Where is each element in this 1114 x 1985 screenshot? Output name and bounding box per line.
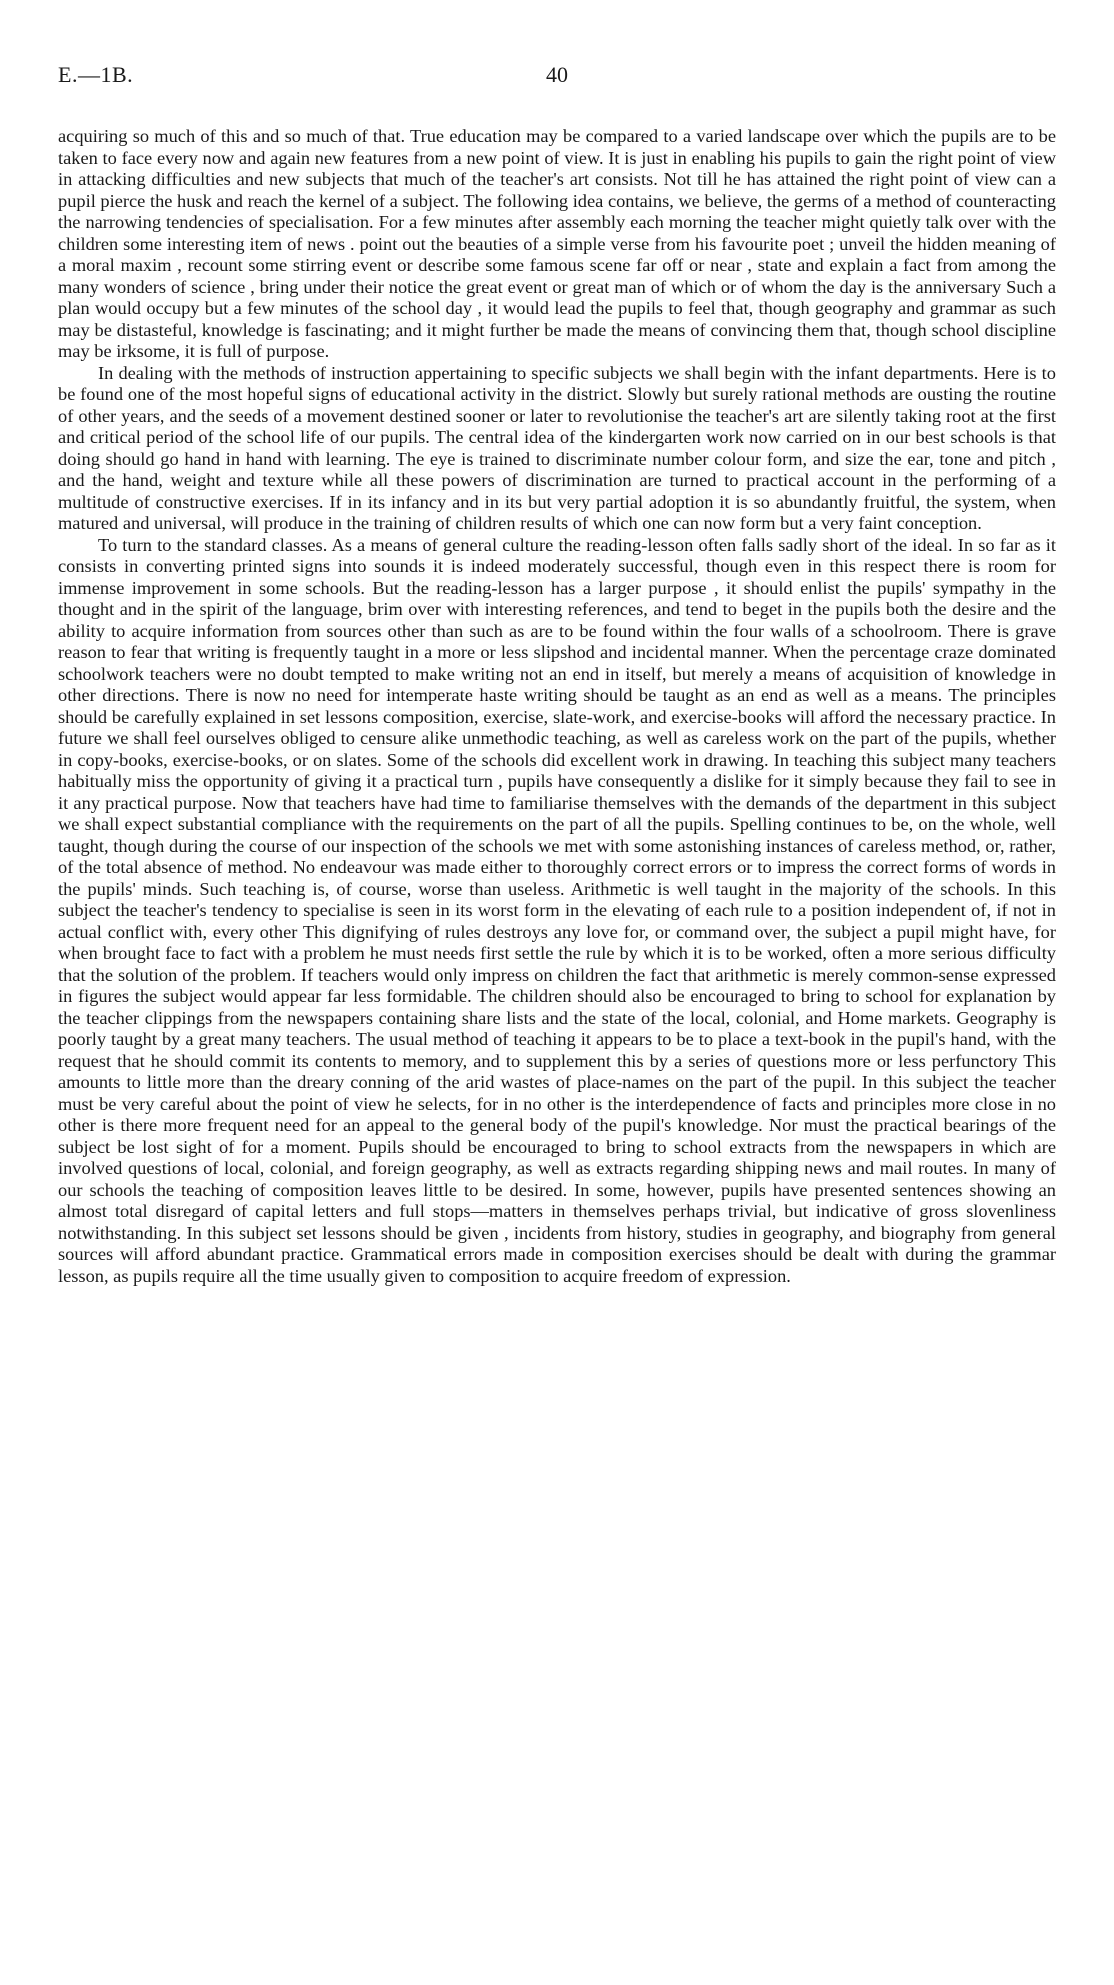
body-text: [58, 126, 1056, 1287]
page-number: 40: [546, 62, 568, 87]
paragraph: To turn to the standard classes. As a means of general culture the reading-lesson often falls sadly short of the ideal. In so far as it consists in converting printed signs into sounds it is indeed moderately successful, though even in this respect there is room for immense improvement in some schools. But the reading-lesson has a larger purpose , it should enlist the pupils' sympathy in the thought and in the spirit of the language, brim over with interesting references, and tend to beget in the pupils both the desire and the ability to acquire information from sources other than such as are to be found within the four walls of a schoolroom. There is grave reason to fear that writing is frequently taught in a more or less slipshod and incidental manner. When the percentage craze dominated schoolwork teachers were no doubt tempted to make writing not an end in itself, but merely a means of acquisition of knowledge in other directions. There is now no need for intemperate haste writing should be taught as an end as well as a means. The principles should be carefully explained in set lessons composition, exercise, slate-work, and exercise-books will afford the necessary practice. In future we shall feel ourselves obliged to censure alike unmethodic teaching, as well as careless work on the part of the pupils, whether in copy-books, exercise-books, or on slates. Some of the schools did excellent work in drawing. In teaching this subject many teachers habitually miss the opportunity of giving it a practical turn , pupils have consequently a dislike for it simply because they fail to see in it any practical purpose. Now that teachers have had time to familiarise themselves with the demands of the department in this subject we shall expect substantial compliance with the requirements on the part of all the pupils. Spelling continues to be, on the whole, well taught, though during the course of our inspection of the schools we met with some astonishing instances of careless method, or, rather, of the total absence of method. No endeavour was made either to thoroughly correct errors or to impress the correct forms of words in the pupils' minds. Such teaching is, of course, worse than useless. Arithmetic is well taught in the majority of the schools. In this subject the teacher's tendency to specialise is seen in its worst form in the elevating of each rule to a position independent of, if not in actual conflict with, every other This dignifying of rules destroys any love for, or command over, the subject a pupil might have, for when brought face to fact with a problem he must needs first settle the rule by which it is to be worked, often a more serious difficulty that the solution of the problem. If teachers would only impress on children the fact that arithmetic is merely common-sense expressed in figures the subject would appear far less formidable. The children should also be encouraged to bring to school for explanation by the teacher clippings from the newspapers containing share lists and the state of the local, colonial, and Home markets. Geography is poorly taught by a great many teachers. The usual method of teaching it appears to be to place a text-book in the pupil's hand, with the request that he should commit its contents to memory, and to supplement this by a series of questions more or less perfunctory This amounts to little more than the dreary conning of the arid wastes of place-names on the part of the pupil. In this subject the teacher must be very careful about the point of view he selects, for in no other is the interdependence of facts and principles more close in no other is there more frequent need for an appeal to the general body of the pupil's knowledge. Nor must the practical bearings of the subject be lost sight of for a moment. Pupils should be encouraged to bring to school extracts from the newspapers in which are involved questions of local, colonial, and foreign geography, as well as extracts regarding shipping news and mail routes. In many of our schools the teaching of composition leaves little to be desired. In some, however, pupils have presented sentences showing an almost total disregard of capital letters and full stops—matters in themselves perhaps trivial, but indicative of gross slovenliness notwithstanding. In this subject set lessons should be given , incidents from history, studies in geography, and biography from general sources will afford abundant practice. Grammatical errors made in composition exercises should be dealt with during the grammar lesson, as pupils require all the time usually given to composition to acquire freedom of expression.: [58, 534, 1056, 1286]
document-page: [58, 58, 1056, 1287]
document-reference: E.—1B.: [58, 62, 134, 87]
paragraph: In dealing with the methods of instruction appertaining to specific subjects we shall begin with the infant departments. Here is to be found one of the most hopeful signs of educational activity in the district. Slowly but surely rational methods are ousting the routine of other years, and the seeds of a movement destined sooner or later to revolutionise the teacher's art are silently taking root at the first and critical period of the school life of our pupils. The central idea of the kindergarten work now carried on in our best schools is that doing should go hand in hand with learning. The eye is trained to discriminate number colour form, and size the ear, tone and pitch , and the hand, weight and texture while all these powers of discrimination are turned to practical account in the performing of a multitude of constructive exercises. If in its infancy and in its but very partial adoption it is so abundantly fruitful, the system, when matured and universal, will produce in the training of children results of which one can now form but a very faint conception.: [58, 362, 1056, 533]
page-header: [58, 58, 1056, 98]
paragraph: acquiring so much of this and so much of that. True education may be compared to a varied landscape over which the pupils are to be taken to face every now and again new features from a new point of view. It is just in enabling his pupils to gain the right point of view in attacking difficulties and new subjects that much of the teacher's art consists. Not till he has attained the right point of view can a pupil pierce the husk and reach the kernel of a subject. The following idea contains, we believe, the germs of a method of counteracting the narrowing tendencies of specialisation. For a few minutes after assembly each morning the teacher might quietly talk over with the children some interesting item of news . point out the beauties of a simple verse from his favourite poet ; unveil the hidden meaning of a moral maxim , recount some stirring event or describe some famous scene far off or near , state and explain a fact from among the many wonders of science , bring under their notice the great event or great man of which or of whom the day is the anniversary Such a plan would occupy but a few minutes of the school day , it would lead the pupils to feel that, though geography and grammar as such may be distasteful, knowledge is fascinating; and it might further be made the means of convincing them that, though school discipline may be irksome, it is full of purpose.: [58, 126, 1056, 361]
